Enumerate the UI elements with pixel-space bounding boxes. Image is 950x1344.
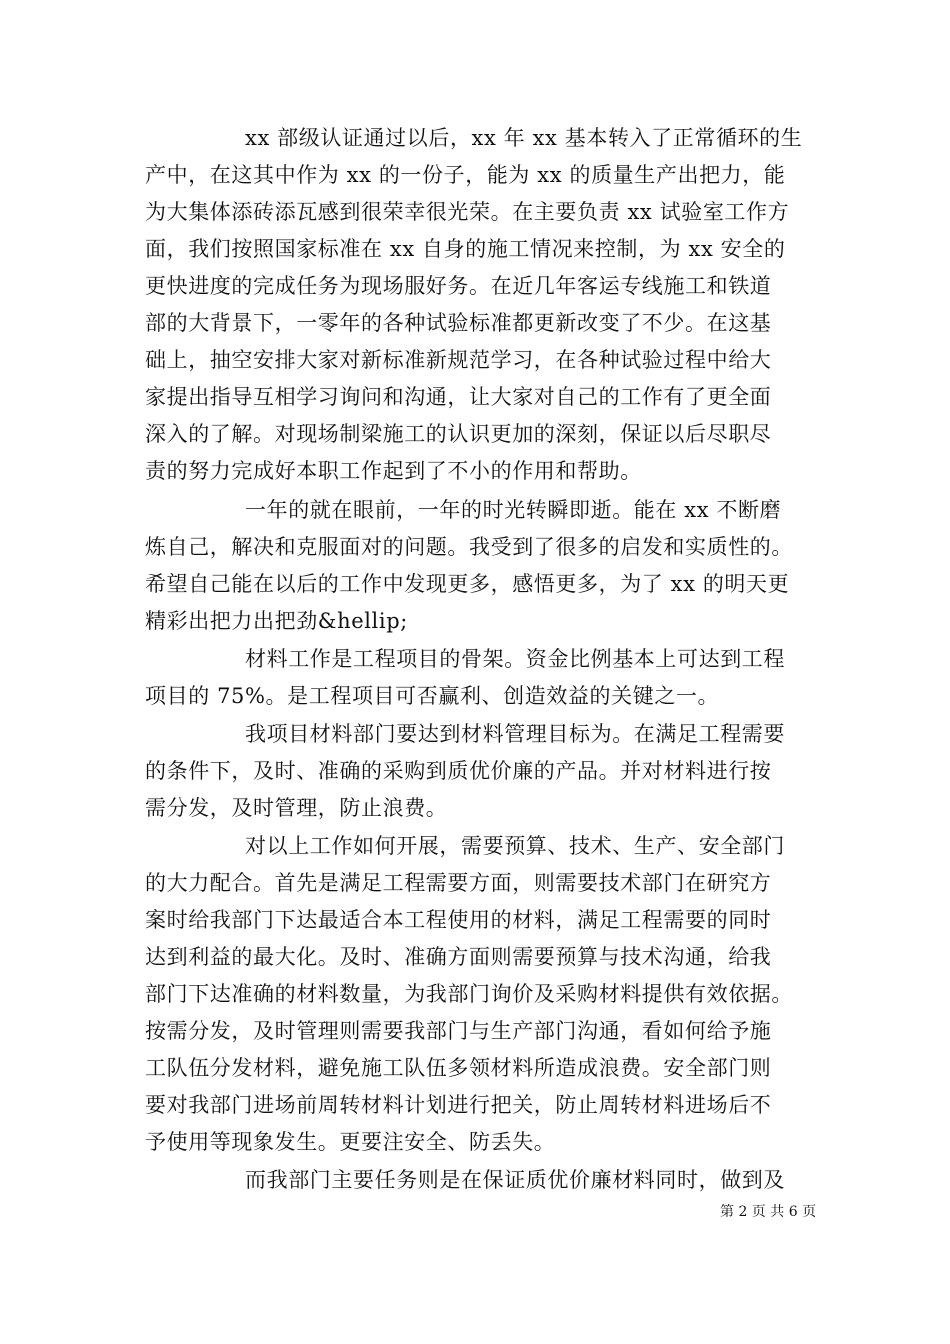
paragraph-line: 为大集体添砖添瓦感到很荣幸很光荣。在主要负责 xx 试验室工作方 [145, 200, 790, 224]
paragraph-line: 我项目材料部门要达到材料管理目标为。在满足工程需要 [245, 722, 785, 746]
paragraph-line: 责的努力完成好本职工作起到了不小的作用和帮助。 [145, 459, 642, 483]
paragraph-line: xx 部级认证通过以后，xx 年 xx 基本转入了正常循环的生 [245, 126, 803, 150]
paragraph-line: 工队伍分发材料，避免施工队伍多领材料所造成浪费。安全部门则 [145, 1056, 772, 1080]
paragraph-line: 产中，在这其中作为 xx 的一份子，能为 xx 的质量生产出把力，能 [145, 163, 786, 187]
paragraph-line: 部门下达准确的材料数量，为我部门询价及采购材料提供有效依据。 [145, 982, 793, 1006]
paragraph-line: 项目的 75%。是工程项目可否赢利、创造效益的关键之一。 [145, 684, 720, 708]
paragraph-line: 深入的了解。对现场制梁施工的认识更加的深刻，保证以后尽职尽 [145, 422, 772, 446]
paragraph-line: 更快进度的完成任务为现场服好务。在近几年客运专线施工和铁道 [145, 274, 772, 298]
paragraph-line: 对以上工作如何开展，需要预算、技术、生产、安全部门 [245, 834, 785, 858]
paragraph-line: 材料工作是工程项目的骨架。资金比例基本上可达到工程 [245, 647, 785, 671]
paragraph-line: 的条件下，及时、准确的采购到质优价廉的产品。并对材料进行按 [145, 759, 772, 783]
paragraph-line: 达到利益的最大化。及时、准确方面则需要预算与技术沟通，给我 [145, 945, 772, 969]
paragraph-line: 的大力配合。首先是满足工程需要方面，则需要技术部门在研究方 [145, 871, 772, 895]
page-number: 第 2 页 共 6 页 [720, 1204, 817, 1220]
paragraph-line: 而我部门主要任务则是在保证质优价廉材料同时，做到及 [245, 1168, 785, 1192]
paragraph-line: 部的大背景下，一零年的各种试验标准都更新改变了不少。在这基 [145, 311, 772, 335]
paragraph-line: 需分发，及时管理，防止浪费。 [145, 796, 448, 820]
paragraph-line: 按需分发，及时管理则需要我部门与生产部门沟通，看如何给予施 [145, 1019, 772, 1043]
paragraph-line: 予使用等现象发生。更要注安全、防丢失。 [145, 1130, 556, 1154]
paragraph-line: 面，我们按照国家标准在 xx 自身的施工情况来控制，为 xx 安全的 [145, 237, 786, 261]
paragraph-line: 希望自己能在以后的工作中发现更多，感悟更多，为了 xx 的明天更 [145, 572, 790, 596]
paragraph-line: 精彩出把力出把劲&hellip; [145, 609, 408, 633]
paragraph-line: 要对我部门进场前周转材料计划进行把关，防止周转材料进场后不 [145, 1093, 772, 1117]
paragraph-line: 家提出指导互相学习询问和沟通，让大家对自己的工作有了更全面 [145, 385, 772, 409]
paragraph-line: 炼自己，解决和克服面对的问题。我受到了很多的启发和实质性的。 [145, 535, 793, 559]
paragraph-line: 案时给我部门下达最适合本工程使用的材料，满足工程需要的同时 [145, 908, 772, 932]
paragraph-line: 一年的就在眼前，一年的时光转瞬即逝。能在 xx 不断磨 [245, 498, 782, 522]
paragraph-line: 础上，抽空安排大家对新标准新规范学习，在各种试验过程中给大 [145, 348, 772, 372]
